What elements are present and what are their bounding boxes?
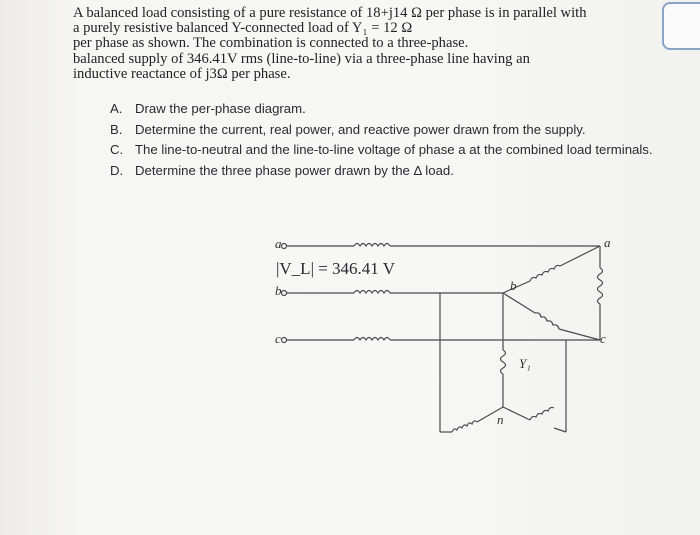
node-a-load: a <box>604 235 611 250</box>
node-b-load: b <box>510 278 517 293</box>
subquestion-label: A. <box>110 101 123 116</box>
subquestion-text: Determine the three phase power drawn by the Δ load. <box>135 162 454 178</box>
terminal-b <box>282 291 287 296</box>
subquestion-label: D. <box>110 162 124 178</box>
y-impedance-a <box>501 350 506 374</box>
node-neutral: n <box>497 412 504 427</box>
problem-line: A balanced load consisting of a pure resistance of 18+j14 Ω per phase is in parallel with <box>73 5 587 21</box>
problem-line: a purely resistive balanced Y-connected load of Y₁ = 12 Ω <box>73 20 413 37</box>
subquestion-label: B. <box>110 121 123 137</box>
line-reactance-b <box>354 291 390 294</box>
supply-voltage-label: |V_L| = 346.41 V <box>276 259 396 278</box>
y-load-label: Y₁ <box>519 356 531 371</box>
line-reactance-c <box>354 338 390 341</box>
problem-line: per phase as shown. The combination is connected to a three-phase. <box>73 35 469 52</box>
delta-impedance-bc <box>535 313 559 329</box>
problem-line: inductive reactance of j3Ω per phase. <box>73 65 291 82</box>
node-c-load: c <box>600 331 606 346</box>
y-impedance-b <box>452 421 477 432</box>
subquestion-label: C. <box>110 142 124 157</box>
subquestion-text: Determine the current, real power, and reactive power drawn from the supply. <box>135 121 586 137</box>
subquestion-text: Draw the per-phase diagram. <box>135 101 306 116</box>
subquestion-text: The line-to-neutral and the line-to-line voltage of phase a at the combined load terminals. <box>135 142 653 157</box>
problem-line: balanced supply of 346.41V rms (line-to-line) via a three-phase line having an <box>73 50 530 67</box>
terminal-c <box>282 338 287 343</box>
y-impedance-c <box>530 407 554 420</box>
node-b-input: b <box>275 283 282 298</box>
line-reactance-a <box>354 244 390 247</box>
node-a-input: a <box>275 236 282 251</box>
delta-impedance-ac <box>598 268 603 304</box>
node-c-input: c <box>275 331 281 346</box>
delta-impedance-ab <box>530 265 560 281</box>
terminal-a <box>282 244 287 249</box>
